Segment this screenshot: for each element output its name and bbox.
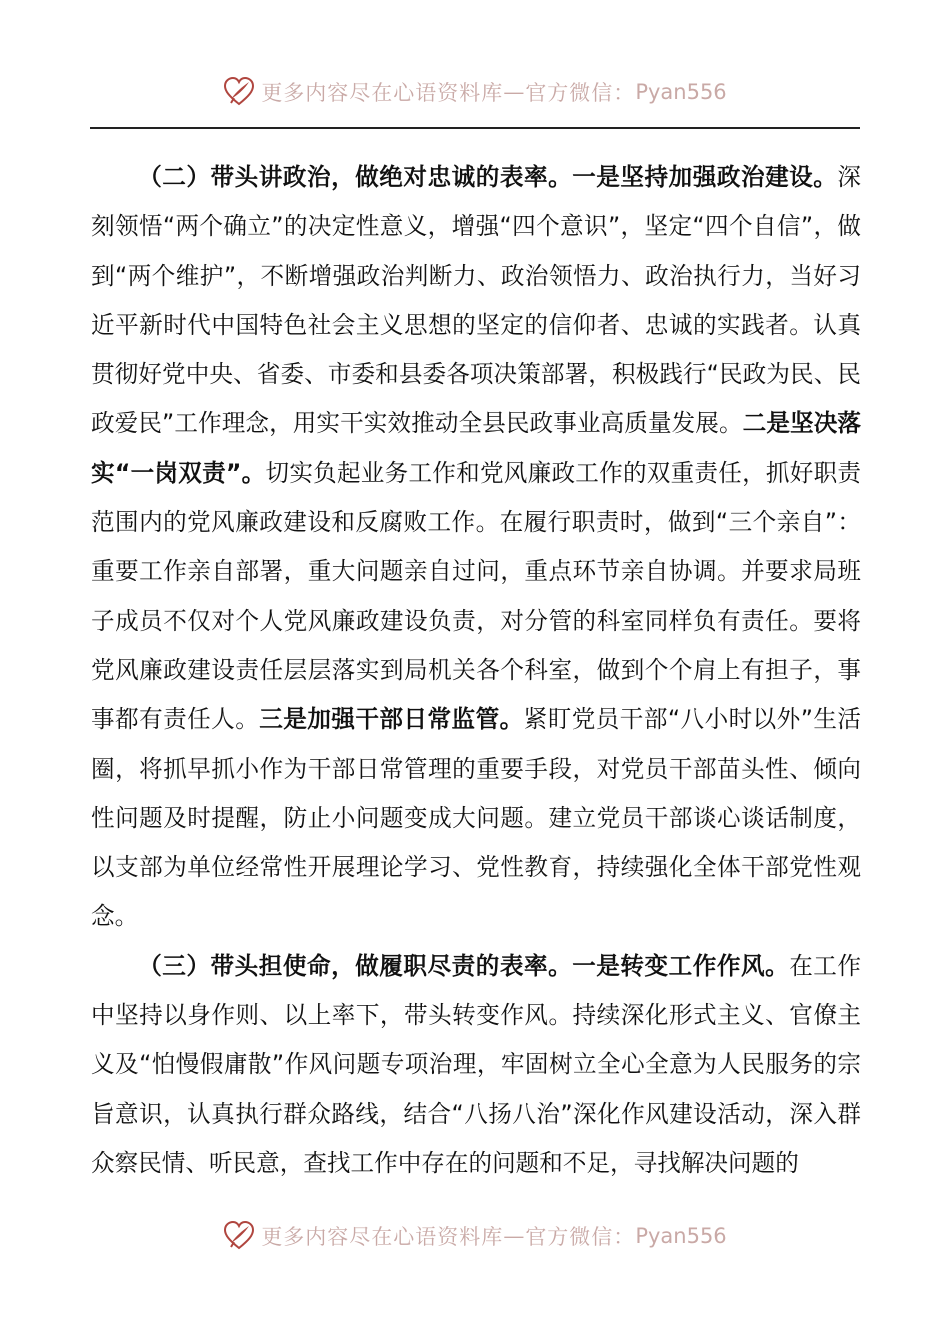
section-3-point-1-body: 在工作中坚持以身作则、以上率下，带头转变作风。持续深化形式主义、官僚主义及“怕慢假庸散”作风问题专项治理，牢固树立全心全意为人民服务的宗旨意识，认真执行群众路线，结合“八扬八治”深化作风建设活动，深入群众察民情、听民意，查找工作中存在的问题和不足，寻找解决问题的: [91, 951, 862, 1177]
banner-dash: —: [503, 80, 526, 104]
banner-wechat-id: Pyan556: [635, 80, 727, 104]
section-2-point-1-title: 一是坚持加强政治建设。: [572, 163, 838, 191]
footer-watermark-banner: [0, 1216, 950, 1256]
section-3-point-1-title: 一是转变工作作风。: [572, 951, 790, 980]
heart-quill-logo-icon: [223, 76, 255, 108]
document-body: [91, 153, 861, 1188]
banner-dash: —: [503, 1224, 526, 1248]
section-2-point-2-body: 切实负起业务工作和党风廉政工作的双重责任，抓好职责范围内的党风廉政建设和反腐败工作。在履行职责时，做到“三个亲自”：重要工作亲自部署，重大问题亲自过问，重点环节亲自协调。并要求局班子成员不仅对个人党风廉政建设负责，对分管的科室同样负有责任。要将党风廉政建设责任层层落实到局机关各个科室，做到个个肩上有担子，事事都有责任人。: [91, 458, 862, 734]
section-3-paragraph: [91, 942, 861, 1188]
section-2-paragraph: [91, 153, 861, 942]
banner-text: 更多内容尽在心语资料库: [261, 81, 504, 105]
section-2-heading: （二）带头讲政治，做绝对忠诚的表率。: [138, 163, 573, 191]
section-3-heading: （三）带头担使命，做履职尽责的表率。: [138, 951, 573, 980]
banner-wechat-label: 官方微信：: [525, 1225, 636, 1249]
banner-wechat-label: 官方微信：: [525, 81, 636, 105]
banner-wechat-id: Pyan556: [635, 1224, 727, 1248]
heart-quill-logo-icon: [223, 1220, 255, 1252]
banner-text: 更多内容尽在心语资料库: [261, 1225, 504, 1249]
section-2-point-3-body: 紧盯党员干部“八小时以外”生活圈，将抓早抓小作为干部日常管理的重要手段，对党员干部苗头性、倾向性问题及时提醒，防止小问题变成大问题。建立党员干部谈心谈话制度，以支部为单位经常性开展理论学习、党性教育，持续强化全体干部党性观念。: [91, 705, 862, 931]
header-watermark-banner: [0, 72, 950, 112]
section-2-point-2-title: 二是坚决落实“一岗双责”。: [91, 409, 861, 487]
section-2-point-3-title: 三是加强干部日常监管。: [259, 705, 524, 734]
header-divider: [90, 127, 860, 129]
section-2-point-1-body: 深刻领悟“两个确立”的决定性意义，增强“四个意识”，坚定“四个自信”，做到“两个维护”，不断增强政治判断力、政治领悟力、政治执行力，当好习近平新时代中国特色社会主义思想的坚定的信仰者、忠诚的实践者。认真贯彻好党中央、省委、市委和县委各项决策部署，积极践行“民政为民、民政爱民”工作理念，用实干实效推动全县民政事业高质量发展。: [91, 163, 862, 438]
